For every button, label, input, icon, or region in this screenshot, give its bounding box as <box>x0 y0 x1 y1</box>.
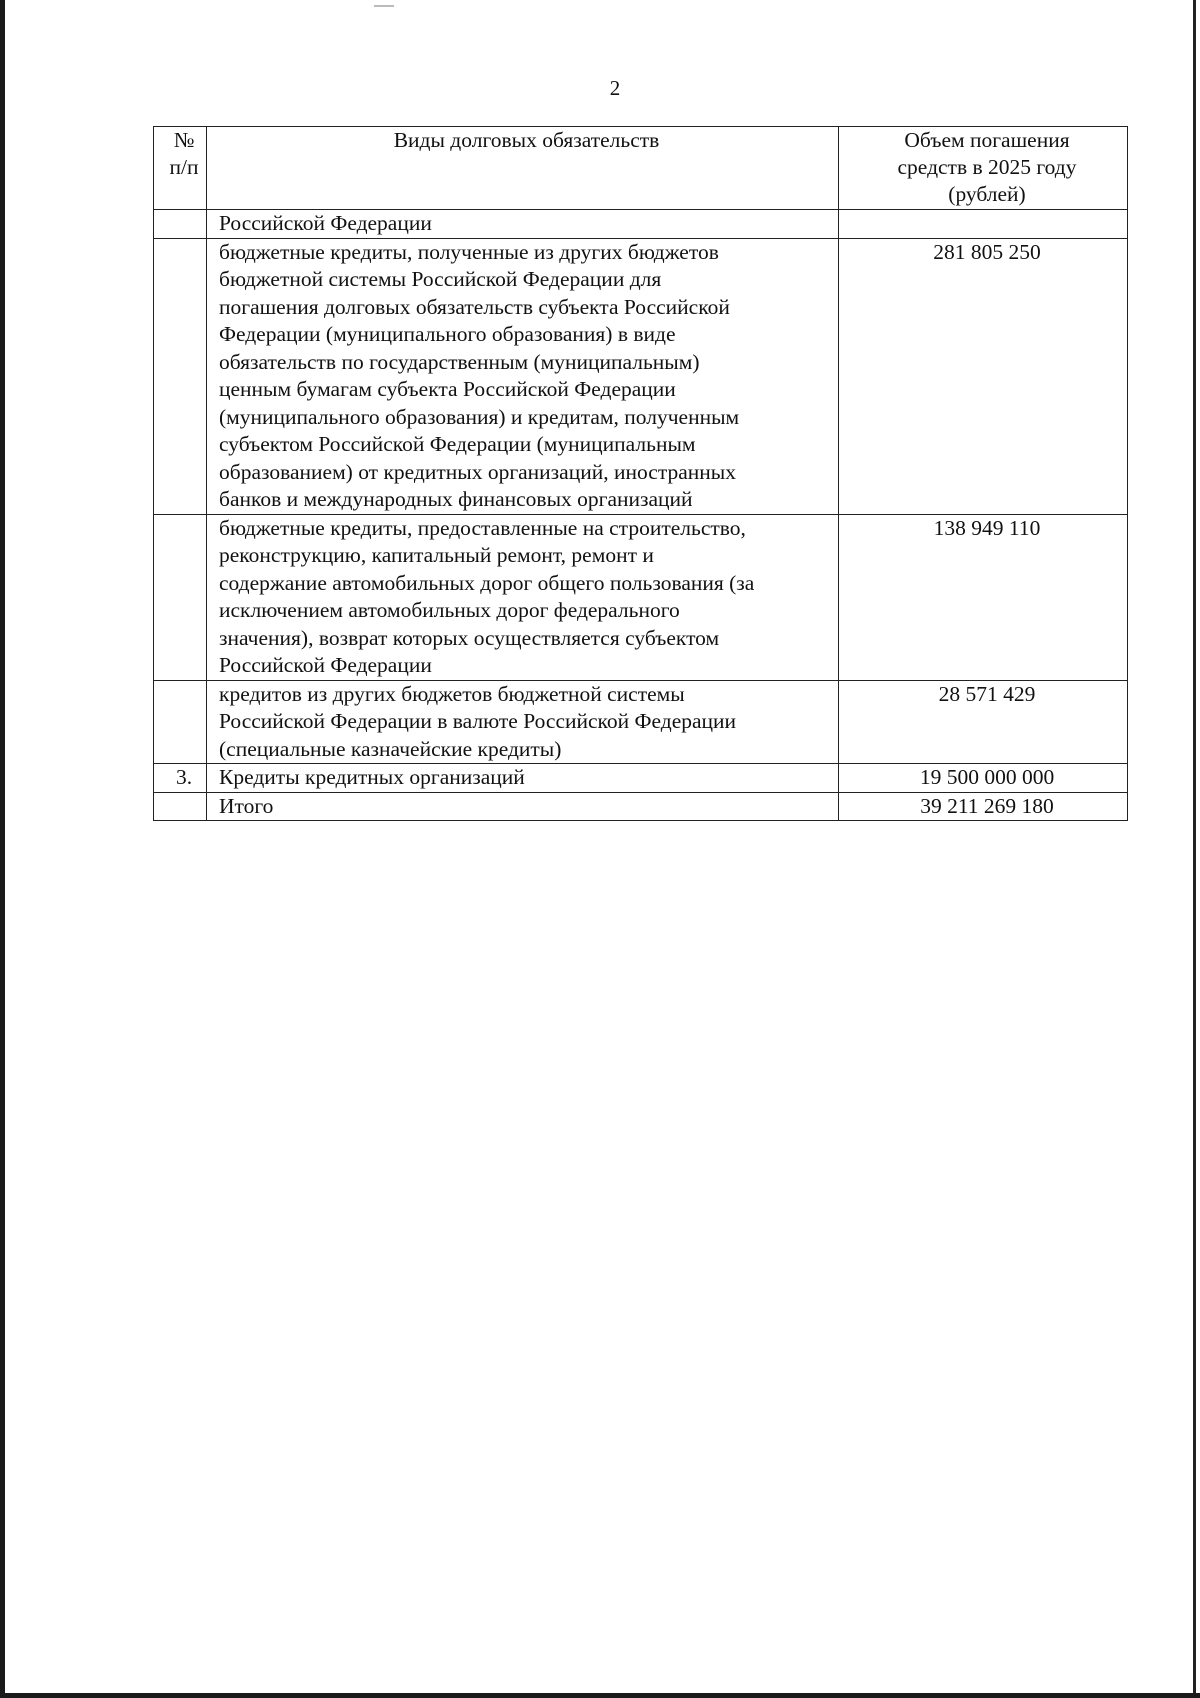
row-amount <box>839 210 1128 239</box>
row-kind-line: образованием) от кредитных организаций, иностранных <box>219 459 736 484</box>
row-kind-line: Итого <box>219 793 274 818</box>
table-row <box>154 764 1128 793</box>
row-kind-line: обязательств по государственным (муниципальным) <box>219 349 700 374</box>
row-amount: 281 805 250 <box>839 238 1128 514</box>
row-kind-line: значения), возврат которых осуществляется субъектом <box>219 625 720 650</box>
table-row <box>154 680 1128 764</box>
row-kind-line: (специальные казначейские кредиты) <box>219 736 562 761</box>
table-row <box>154 238 1128 514</box>
header-number <box>154 127 207 210</box>
row-kind <box>207 764 839 793</box>
row-kind <box>207 680 839 764</box>
row-kind-line: реконструкцию, капитальный ремонт, ремонт и <box>219 543 654 567</box>
row-kind-line: бюджетные кредиты, полученные из других бюджетов <box>219 239 719 264</box>
row-kind-line: (муниципального образования) и кредитам, полученным <box>219 404 740 429</box>
row-kind-line: субъектом Российской Федерации (муниципальным <box>219 432 696 456</box>
table-row <box>154 210 1128 239</box>
debt-repayment-table <box>153 126 1128 821</box>
header-amount-line: Объем погашения <box>904 128 1070 152</box>
header-amount-line: (рублей) <box>948 182 1026 206</box>
row-amount: 19 500 000 000 <box>839 764 1128 793</box>
row-kind-line: кредитов из других бюджетов бюджетной системы <box>219 681 685 706</box>
row-kind-line: бюджетные кредиты, предоставленные на строительство, <box>219 515 746 540</box>
row-kind-line: погашения долговых обязательств субъекта Российской <box>219 294 730 319</box>
table-row <box>154 514 1128 680</box>
row-number <box>154 792 207 821</box>
row-kind <box>207 792 839 821</box>
row-amount: 39 211 269 180 <box>839 792 1128 821</box>
table-header-row <box>154 127 1128 210</box>
header-number-line: п/п <box>169 155 199 179</box>
scan-edge-right <box>1193 0 1196 1698</box>
row-amount: 138 949 110 <box>839 514 1128 680</box>
row-kind-line: Российской Федерации <box>219 653 432 677</box>
row-kind <box>207 514 839 680</box>
row-kind-line: содержание автомобильных дорог общего пользования (за <box>219 570 755 595</box>
row-kind-line: Федерации (муниципального образования) в виде <box>219 322 676 346</box>
header-amount-line: средств в 2025 году <box>897 155 1077 179</box>
row-kind <box>207 210 839 239</box>
row-number <box>154 210 207 239</box>
row-kind <box>207 238 839 514</box>
row-number <box>154 238 207 514</box>
row-kind-line: исключением автомобильных дорог федерального <box>219 598 680 622</box>
row-kind-line: ценным бумагам субъекта Российской Федерации <box>219 377 676 401</box>
row-kind-line: банков и международных финансовых организаций <box>219 487 693 511</box>
scan-edge-left <box>0 0 5 1698</box>
row-kind-line: Российской Федерации <box>219 211 432 235</box>
row-number <box>154 514 207 680</box>
row-amount: 28 571 429 <box>839 680 1128 764</box>
row-kind-line: бюджетной системы Российской Федерации для <box>219 267 662 291</box>
row-kind-line: Кредиты кредитных организаций <box>219 765 525 789</box>
header-amount <box>839 127 1128 210</box>
table-body <box>154 210 1128 821</box>
page-number: 2 <box>609 76 621 100</box>
header-kind: Виды долговых обязательств <box>207 127 839 210</box>
scan-edge-bottom <box>0 1693 1200 1698</box>
row-number <box>154 680 207 764</box>
header-number-line: № <box>173 128 195 152</box>
row-kind-line: Российской Федерации в валюте Российской Федерации <box>219 709 737 733</box>
table-row-total <box>154 792 1128 821</box>
scan-artifact-mark <box>374 5 394 7</box>
row-number: 3. <box>154 764 207 793</box>
